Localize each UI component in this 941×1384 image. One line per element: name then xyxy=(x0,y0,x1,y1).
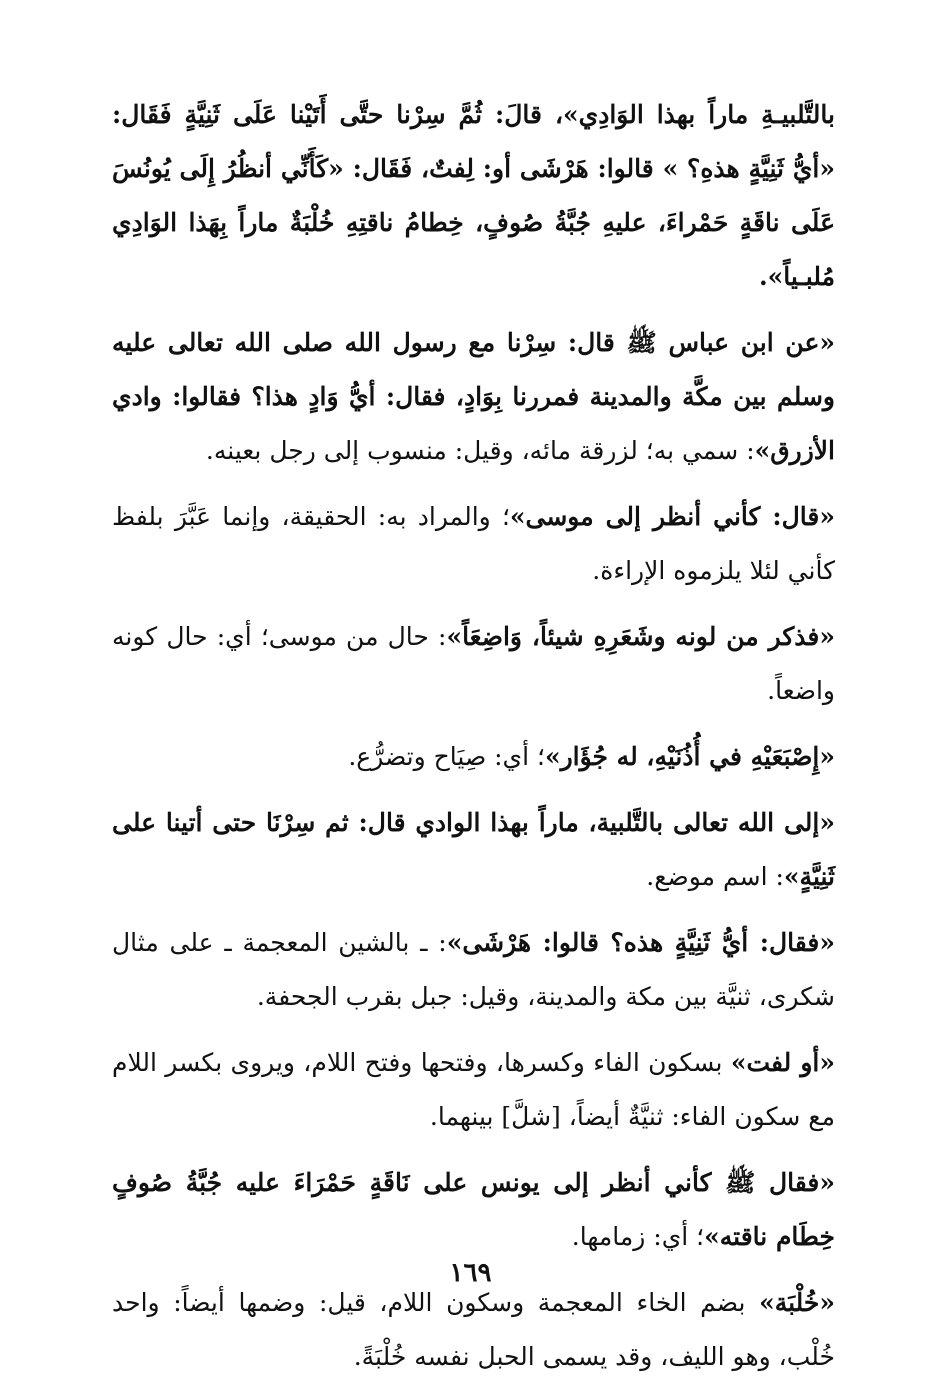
commentary-text: : اسم موضع. xyxy=(646,862,784,891)
quoted-hadith-text: «فقال ﷺ كأني أنظر إلى يونس على نَاقَةٍ حَمْرَاءَ عليه جُبَّةُ صُوفٍ خِطَام ناقته» xyxy=(112,1168,835,1251)
paragraph xyxy=(112,796,835,904)
commentary-text: : سمي به؛ لزرقة مائه، وقيل: منسوب إلى رجل بعينه. xyxy=(205,436,755,465)
paragraph xyxy=(112,1036,835,1144)
paragraph xyxy=(112,610,835,718)
quoted-hadith-text: «إلى الله تعالى بالتَّلبية، ماراً بهذا الوادي قال: ثم سِرْنَا حتى أتينا على ثَنِيَّةٍ» xyxy=(112,808,835,891)
quoted-hadith-text: «خُلْبَة» xyxy=(759,1288,835,1317)
commentary-text: ؛ أي: زمامها. xyxy=(571,1222,705,1251)
paragraph xyxy=(112,1156,835,1264)
body-text xyxy=(112,88,835,1384)
quoted-hadith-text: «قال: كأني أنظر إلى موسى» xyxy=(509,502,835,531)
quoted-hadith-text: «إِصْبَعَيْهِ في أُذُنَيْهِ، له جُؤَار» xyxy=(544,742,835,771)
quoted-hadith-text: «فقال: أيُّ ثَنِيَّةٍ هذه؟ قالوا: هَرْشَى» xyxy=(446,928,835,957)
commentary-text: بسكون الفاء وكسرها، وفتحها وفتح اللام، ويروى بكسر اللام مع سكون الفاء: ثنيَّةٌ أيضاً، [شلَّ] بينهما. xyxy=(112,1048,835,1131)
quoted-hadith-text: «أو لفت» xyxy=(730,1048,835,1077)
commentary-text: ؛ والمراد به: الحقيقة، وإنما عَبَّرَ بلفظ كأني لئلا يلزموه الإراءة. xyxy=(112,502,835,585)
quoted-hadith-text: «عن ابن عباس ﷺ قال: سِرْنا مع رسول الله صلى الله تعالى عليه وسلم بين مكَّة والمدينة فمررنا بِوَادٍ، فقال: أيُّ وَادٍ هذا؟ فقالوا: وادي الأزرق» xyxy=(112,328,835,465)
paragraph xyxy=(112,490,835,598)
paragraph xyxy=(112,88,835,304)
paragraph xyxy=(112,316,835,478)
quoted-hadith-text: بالتَّلبيـةِ ماراً بهذا الوَادِي»، قالَ: ثُمَّ سِرْنا حتَّى أَتَيْنا عَلَى ثَنِيَّةٍ فَقَال: «أيُّ ثَنِيَّةٍ هذهِ؟ » قالوا: هَرْشَى أو: لِفتٌ، فَقَال: «كَأَنِّي أنظُرُ إِلَى يُونُسَ عَلَى ناقَةٍ حَمْراءَ، عليهِ جُبَّةُ صُوفٍ، خِطامُ ناقتِهِ خُلْبَةٌ ماراً بِهَذا الوَادِي مُلبـياً». xyxy=(112,100,835,291)
commentary-text: ؛ أي: صِيَاح وتضرُّع. xyxy=(348,742,545,771)
paragraph xyxy=(112,1276,835,1384)
commentary-text: : ـ بالشين المعجمة ـ على مثال شكرى، ثنيَّة بين مكة والمدينة، وقيل: جبل بقرب الجحفة. xyxy=(112,928,835,1011)
paragraph xyxy=(112,916,835,1024)
quoted-hadith-text: «فذكر من لونه وشَعَرِهِ شيئاً، وَاضِعَاً» xyxy=(446,622,835,651)
commentary-text: : حال من موسى؛ أي: حال كونه واضعاً. xyxy=(112,622,835,705)
commentary-text: بضم الخاء المعجمة وسكون اللام، قيل: وضمها أيضاً: واحد خُلْب، وهو الليف، وقد يسمى الحبل نفسه خُلْبَةً. xyxy=(112,1288,835,1371)
page-number: ١٦٩ xyxy=(449,1258,492,1288)
paragraph xyxy=(112,730,835,784)
